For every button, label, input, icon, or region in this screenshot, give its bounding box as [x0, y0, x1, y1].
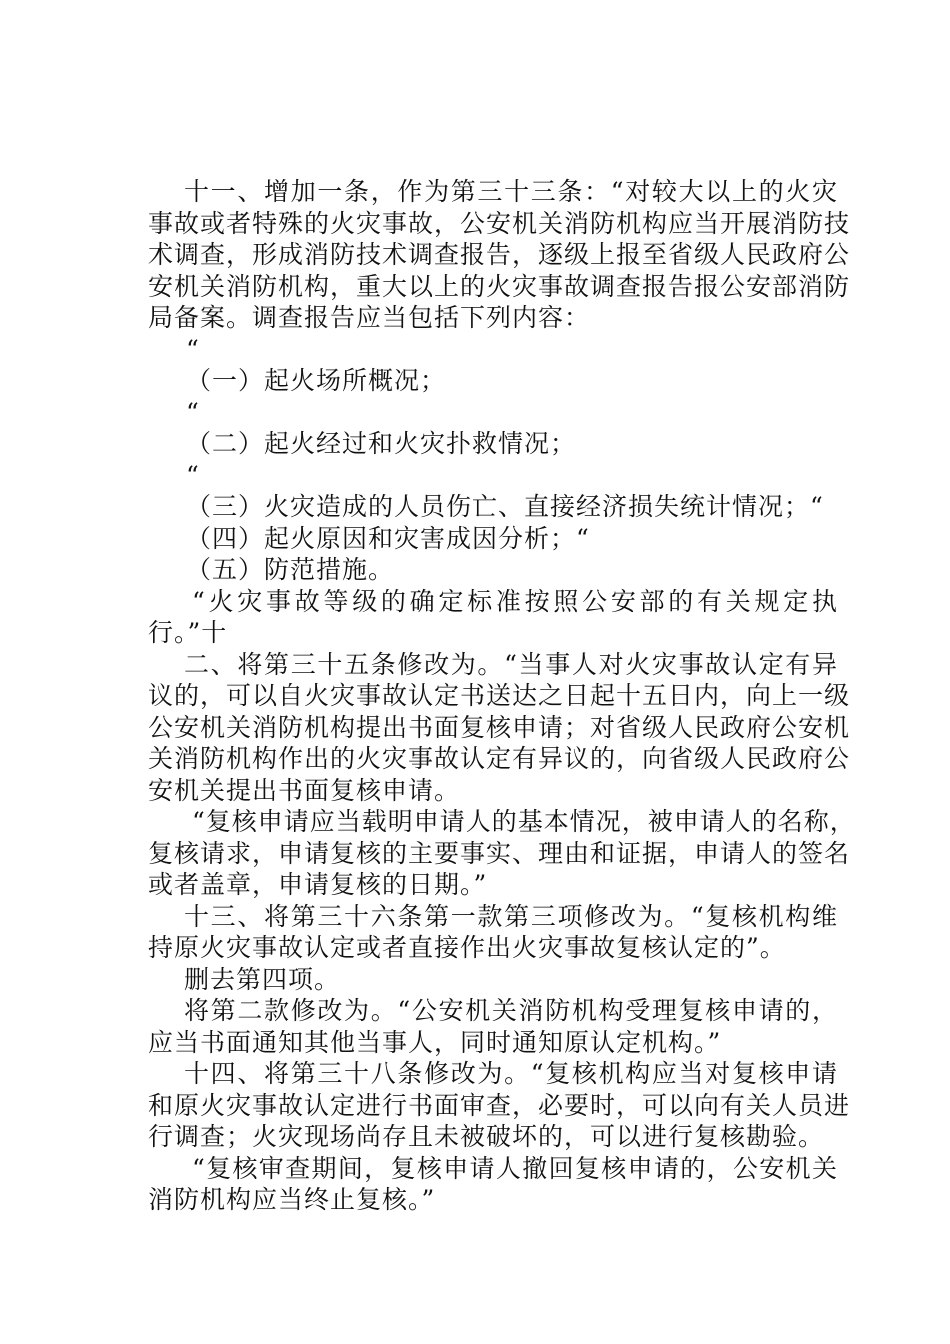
text-line: 和原火灾事故认定进行书面审查，必要时，可以向有关人员进	[148, 1090, 851, 1120]
text-line: 行调查；火灾现场尚存且未被破坏的，可以进行复核勘验。	[148, 1122, 825, 1151]
text-line: “火灾事故等级的确定标准按照公安部的有关规定执	[192, 586, 838, 616]
text-line: 十三、将第三十六条第一款第三项修改为。“复核机构维	[184, 901, 838, 931]
text-line: “复核审查期间，复核申请人撤回复核申请的，公安机关	[192, 1153, 838, 1183]
text-line: “复核申请应当载明申请人的基本情况，被申请人的名称，	[192, 807, 856, 836]
list-item-4: （四）起火原因和灾害成因分析；“	[186, 523, 590, 553]
text-line: 术调查，形成消防技术调查报告，逐级上报至省级人民政府公	[148, 240, 851, 269]
text-line: 删去第四项。	[184, 964, 341, 994]
text-line: 局备案。调查报告应当包括下列内容：	[148, 303, 591, 332]
quote-mark-line: “	[186, 397, 200, 427]
text-line: 或者盖章，申请复核的日期。”	[148, 870, 488, 899]
text-line: 安机关提出书面复核申请。	[148, 775, 461, 805]
text-line: 十一、增加一条，作为第三十三条：“对较大以上的火灾	[184, 177, 838, 206]
text-line: 十四、将第三十八条修改为。“复核机构应当对复核申请	[184, 1059, 838, 1088]
text-line: 安机关消防机构，重大以上的火灾事故调查报告报公安部消防	[148, 271, 851, 301]
list-item-5: （五）防范措施。	[186, 555, 395, 584]
text-line: 议的，可以自火灾事故认定书送达之日起十五日内，向上一级	[148, 681, 851, 710]
text-line: 复核请求，申请复核的主要事实、理由和证据，申请人的签名	[148, 838, 851, 868]
document-body	[148, 176, 856, 1216]
text-line: 行。”十	[148, 618, 228, 647]
text-line: 应当书面通知其他当事人，同时通知原认定机构。”	[148, 1027, 722, 1057]
list-item-1: （一）起火场所概况；	[186, 366, 447, 395]
text-line: 事故或者特殊的火灾事故，公安机关消防机构应当开展消防技	[148, 208, 851, 238]
text-line: 公安机关消防机构提出书面复核申请；对省级人民政府公安机	[148, 712, 851, 742]
text-line: 持原火灾事故认定或者直接作出火灾事故复核认定的”。	[148, 933, 786, 962]
quote-mark-line: “	[186, 460, 200, 490]
list-item-2: （二）起火经过和火灾扑救情况；	[186, 429, 577, 458]
text-line: 关消防机构作出的火灾事故认定有异议的，向省级人民政府公	[148, 744, 851, 773]
text-line: 将第二款修改为。“公安机关消防机构受理复核申请的，	[184, 996, 838, 1025]
list-item-3: （三）火灾造成的人员伤亡、直接经济损失统计情况；“	[186, 492, 824, 521]
text-line: 二、将第三十五条修改为。“当事人对火灾事故认定有异	[184, 649, 838, 679]
quote-mark-line: “	[186, 334, 200, 364]
text-line: 消防机构应当终止复核。”	[148, 1185, 436, 1214]
